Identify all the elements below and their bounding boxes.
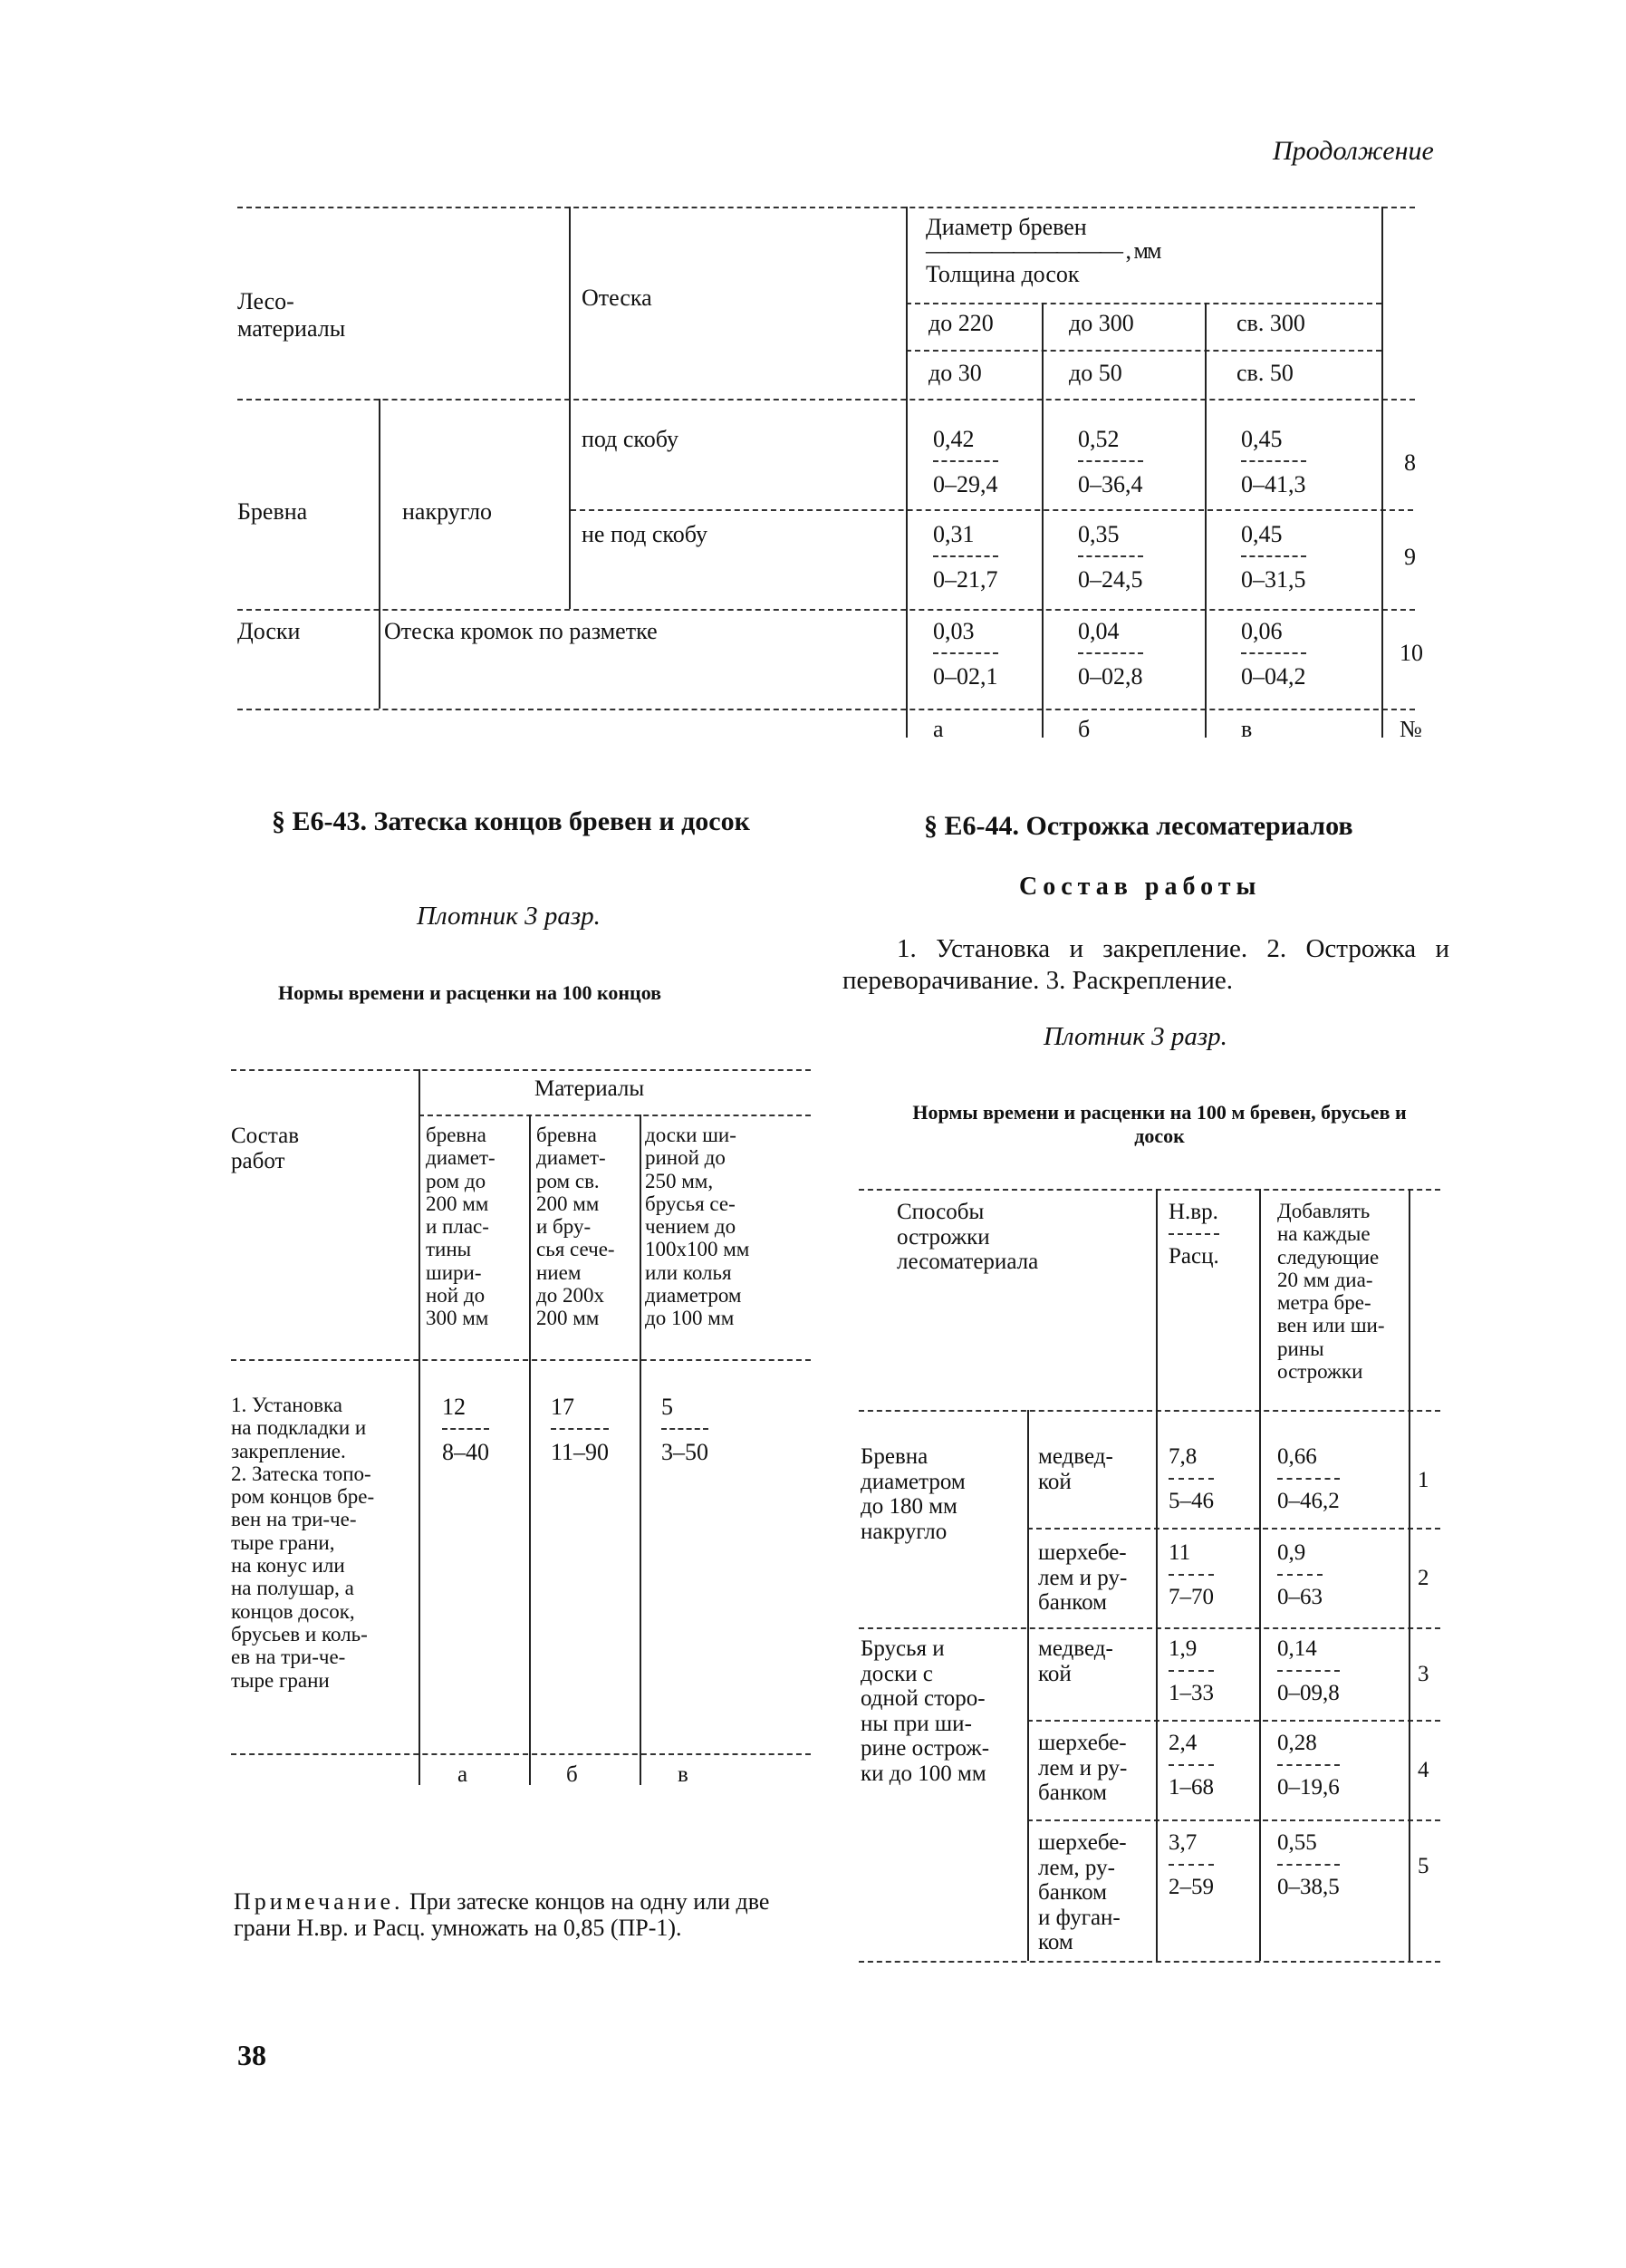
worker-left: Плотник 3 разр. [417, 902, 601, 931]
group-brevna: Бревна диаметром до 180 мм накругло [861, 1444, 966, 1544]
section-title-e6-44: § Е6-44. Острожка лесоматериалов [924, 811, 1353, 841]
footer-a: а [933, 716, 944, 742]
col-header-sostav: Состав работ [231, 1124, 300, 1173]
col-header-brevna-sv-200: бревна диамет- ром св. 200 мм и бру- сья сече- нием до 200x 200 мм [536, 1124, 615, 1330]
rt-row3-add: $\frac{0,14}{0-09,8}$ [1277, 1636, 1340, 1705]
tool-row1: медвед- кой [1038, 1444, 1113, 1494]
col-header-thickness: Толщина досок [926, 261, 1080, 287]
note: Примечание. При затеске концов на одну или две грани Н.вр. и Расц. умножать на 0,85 (ПР-1). [234, 1888, 770, 1941]
row2-val-b: $\frac{0,35}{0-24,5}$ [1078, 521, 1143, 593]
col-header-diameter: Диаметр бревен [926, 214, 1087, 240]
col-header-nvr-rasc: Н.вр. Расц. [1169, 1200, 1219, 1269]
left-val-b: $\frac{17}{11-90}$ [551, 1394, 610, 1465]
rt-row4-val: $\frac{2,4}{1-68}$ [1169, 1731, 1214, 1800]
row-method-oteska-kromok: Отеска кромок по разметке [384, 618, 658, 644]
work-description: 1. Установка на подкладки и закрепление. 2. Затеска топо- ром концов бре- вен на три-че- тыре грани, на конус или на полушар, а концов досок, брусьев и коль- ев на три-че- тыре грани [231, 1394, 375, 1692]
left-val-a: $\frac{12}{8-40}$ [442, 1394, 489, 1465]
rt-row3-number: 3 [1418, 1662, 1429, 1686]
rt-row4-number: 4 [1418, 1758, 1429, 1782]
row3-val-b: $\frac{0,04}{0-02,8}$ [1078, 618, 1143, 690]
left-footer-c: в [678, 1762, 688, 1787]
composition-title: Состав работы [1019, 873, 1262, 901]
row1-number: 8 [1404, 449, 1416, 476]
rt-row5-number: 5 [1418, 1854, 1429, 1878]
col-header-methods: Способы острожки лесоматериала [897, 1200, 1039, 1274]
col-d2: до 300 [1069, 310, 1134, 336]
rt-row2-number: 2 [1418, 1566, 1429, 1590]
row2-val-a: $\frac{0,31}{0-21,7}$ [933, 521, 998, 593]
row1-val-b: $\frac{0,52}{0-36,4}$ [1078, 426, 1143, 497]
norms-right: Нормы времени и расценки на 100 м бревен, брусьев и досок [912, 1101, 1407, 1148]
footer-n: № [1400, 716, 1422, 742]
left-footer-b: б [566, 1762, 578, 1787]
rt-row1-val: $\frac{7,8}{5-46}$ [1169, 1444, 1214, 1513]
rt-row4-add: $\frac{0,28}{0-19,6}$ [1277, 1731, 1340, 1800]
row-type-ne-pod-skobu: не под скобу [582, 521, 707, 547]
row3-val-c: $\frac{0,06}{0-04,2}$ [1241, 618, 1306, 690]
rt-row3-val: $\frac{1,9}{1-33}$ [1169, 1636, 1214, 1705]
page-number: 38 [237, 2039, 266, 2071]
left-val-c: $\frac{5}{3-50}$ [661, 1394, 708, 1465]
row2-val-c: $\frac{0,45}{0-31,5}$ [1241, 521, 1306, 593]
row-material-brevna: Бревна [237, 498, 308, 525]
norms-left: Нормы времени и расценки на 100 концов [278, 981, 662, 1004]
tool-row3: медвед- кой [1038, 1636, 1113, 1686]
rt-row1-number: 1 [1418, 1468, 1429, 1492]
rt-row2-add: $\frac{0,9}{0-63}$ [1277, 1540, 1323, 1609]
rt-row1-add: $\frac{0,66}{0-46,2}$ [1277, 1444, 1340, 1513]
col-header-oteska: Отеска [582, 285, 652, 311]
col-t3: св. 50 [1236, 360, 1294, 386]
col-t1: до 30 [928, 360, 982, 386]
composition-text: 1. Установка и закрепление. 2. Острожка и переворачивание. 3. Раскрепление. [842, 934, 1449, 995]
col-header-materials: Материалы [534, 1076, 645, 1101]
continuation-label: Продолжение [1273, 136, 1434, 166]
worker-right: Плотник 3 разр. [1044, 1022, 1227, 1051]
tool-row4: шерхебе- лем и ру- банком [1038, 1731, 1128, 1805]
footer-b: б [1078, 716, 1091, 742]
row-type-pod-skobu: под скобу [582, 426, 678, 452]
tool-row2: шерхебе- лем и ру- банком [1038, 1540, 1128, 1615]
section-title-e6-43: § Е6-43. Затеска концов бревен и досок [272, 806, 750, 836]
rt-row5-val: $\frac{3,7}{2-59}$ [1169, 1830, 1214, 1899]
row3-number: 10 [1400, 640, 1423, 666]
row1-val-a: $\frac{0,42}{0-29,4}$ [933, 426, 998, 497]
col-header-add: Добавлять на каждые следующие 20 мм диа- метра бре- вен или ши- рины острожки [1277, 1200, 1385, 1384]
row-method-nakruglo: накругло [402, 498, 493, 525]
col-d3: св. 300 [1236, 310, 1305, 336]
col-t2: до 50 [1069, 360, 1122, 386]
row2-number: 9 [1404, 544, 1416, 570]
group-brusya: Брусья и доски с одной сторо- ны при ши- рине острож- ки до 100 мм [861, 1636, 990, 1786]
col-header-brevna-200: бревна диамет- ром до 200 мм и плас- тины шири- ной до 300 мм [426, 1124, 495, 1330]
col-d1: до 220 [928, 310, 994, 336]
rt-row2-val: $\frac{11}{7-70}$ [1169, 1540, 1214, 1609]
col-header-dash: ————————— , мм [926, 237, 1160, 264]
footer-c: в [1241, 716, 1253, 742]
col-header-lesomaterialy: Лесо- материалы [237, 288, 346, 342]
left-footer-a: а [457, 1762, 468, 1787]
row-material-doski: Доски [237, 618, 301, 644]
col-header-doski: доски ши- риной до 250 мм, брусья се- чением до 100x100 мм или колья диаметром до 100 мм [645, 1124, 750, 1330]
rt-row5-add: $\frac{0,55}{0-38,5}$ [1277, 1830, 1340, 1899]
tool-row5: шерхебе- лем, ру- банком и фуган- ком [1038, 1830, 1127, 1954]
row1-val-c: $\frac{0,45}{0-41,3}$ [1241, 426, 1306, 497]
row3-val-a: $\frac{0,03}{0-02,1}$ [933, 618, 998, 690]
